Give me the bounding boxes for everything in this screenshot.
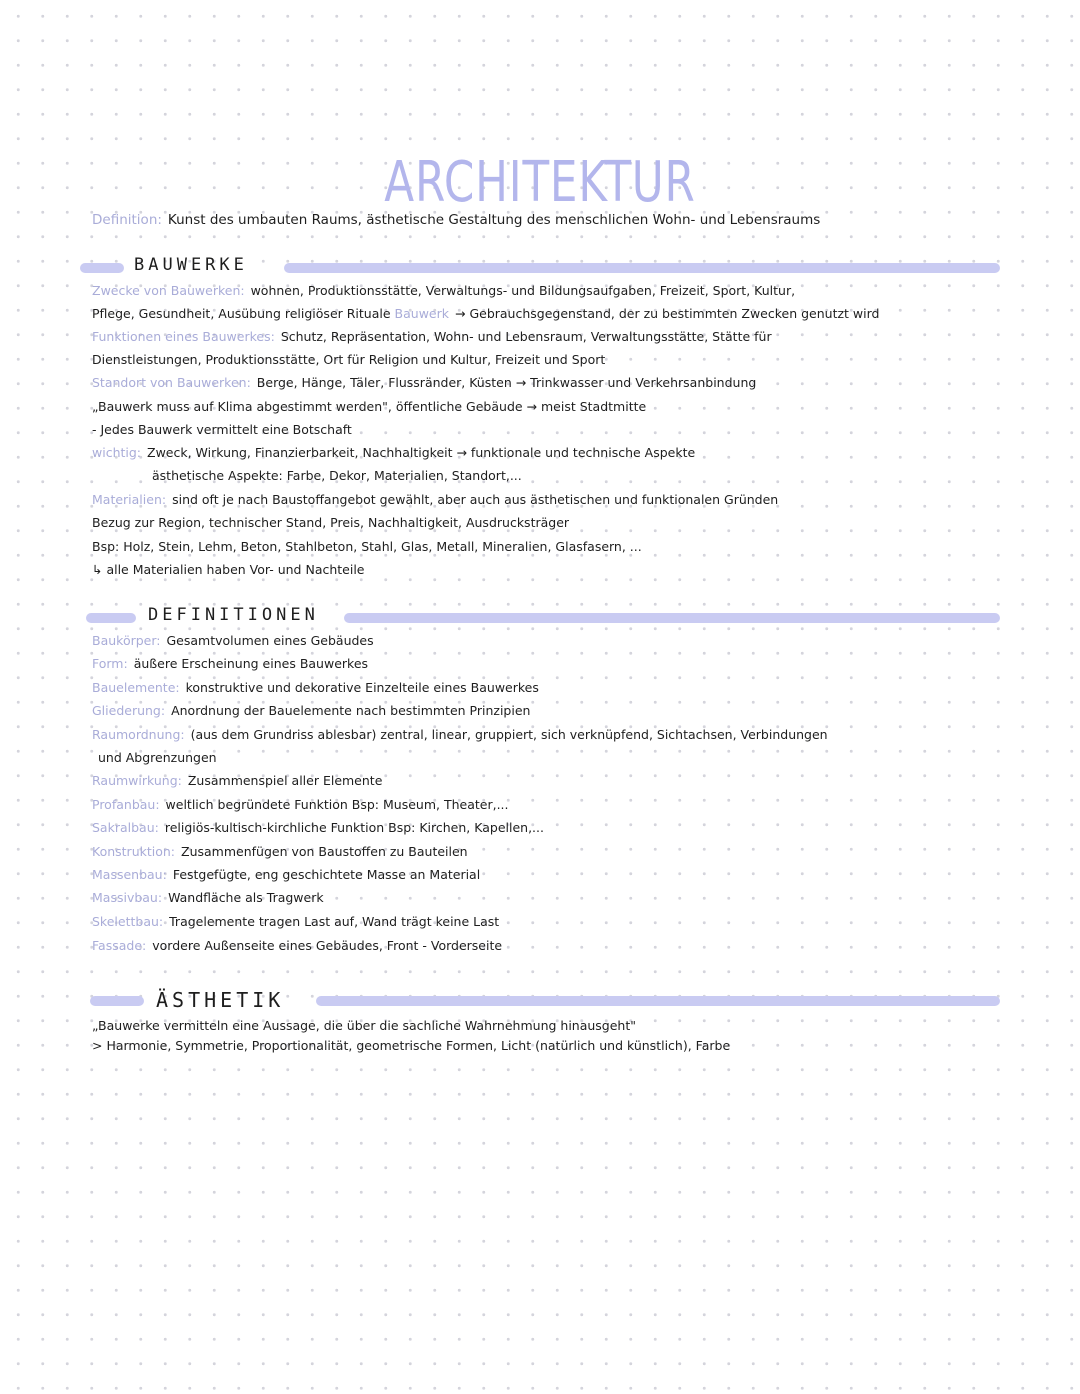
section-header-definitionen <box>80 607 1000 629</box>
line-text: > Harmonie, Symmetrie, Proportionalität, geometrische Formen, Licht (natürlich und künstlich), Farbe <box>92 1038 731 1053</box>
line-key: Standort von Bauwerken: <box>92 375 251 390</box>
line-text: Berge, Hänge, Täler, Flussränder, Küsten → Trinkwasser und Verkehrsanbindung <box>256 375 757 390</box>
definition-item <box>92 794 1020 816</box>
section-bar-left <box>90 996 144 1006</box>
definition-item <box>92 724 1020 746</box>
item-key: Raumordnung: <box>92 727 185 742</box>
bauwerke-line <box>92 559 1020 581</box>
section-bar-right <box>316 996 1000 1006</box>
definition-item <box>92 700 1020 722</box>
item-text: Festgefügte, eng geschichtete Masse an Material <box>172 867 481 882</box>
bauwerke-line <box>92 512 1020 534</box>
bauwerke-line <box>92 349 1020 371</box>
item-text: äußere Erscheinung eines Bauwerkes <box>133 656 369 671</box>
definition-line <box>92 209 1020 231</box>
item-key: Skelettbau: <box>92 914 164 929</box>
item-text: vordere Außenseite eines Gebäudes, Front - Vorderseite <box>152 938 503 953</box>
definition-item <box>92 887 1020 909</box>
definition-item <box>92 677 1020 699</box>
line-text: Pflege, Gesundheit, Ausübung religiöser Rituale <box>92 306 391 321</box>
definition-item <box>92 864 1020 886</box>
item-text: religiös-kultisch-kirchliche Funktion Bsp: Kirchen, Kapellen,... <box>164 820 544 835</box>
definition-item <box>92 817 1020 839</box>
aesthetik-line <box>92 1035 1020 1057</box>
item-text: Tragelemente tragen Last auf, Wand trägt keine Last <box>169 914 500 929</box>
item-key: Profanbau: <box>92 797 160 812</box>
section-bar-left <box>80 263 124 273</box>
bauwerke-line <box>92 396 1020 418</box>
definition-item <box>92 911 1020 933</box>
page-title: ARCHITEKTUR <box>384 150 696 215</box>
line-text: „Bauwerk muss auf Klima abgestimmt werden", öffentliche Gebäude → meist Stadtmitte <box>92 399 647 414</box>
section-header-aesthetik <box>80 990 1000 1012</box>
item-text: und Abgrenzungen <box>98 750 217 765</box>
item-key: Konstruktion: <box>92 844 176 859</box>
item-text: Zusammenfügen von Baustoffen zu Bauteilen <box>181 844 468 859</box>
line-text: Dienstleistungen, Produktionsstätte, Ort für Religion und Kultur, Freizeit und Sport <box>92 352 606 367</box>
item-text: Anordnung der Bauelemente nach bestimmten Prinzipien <box>171 703 531 718</box>
definition-text: Kunst des umbauten Raums, ästhetische Gestaltung des menschlichen Wohn- und Lebensraums <box>167 212 821 228</box>
bauwerke-line <box>92 442 1020 464</box>
item-text: konstruktive und dekorative Einzelteile eines Bauwerkes <box>185 680 539 695</box>
line-key: Materialien: <box>92 492 167 507</box>
line-text: Bsp: Holz, Stein, Lehm, Beton, Stahlbeton, Stahl, Glas, Metall, Mineralien, Glasfasern, ... <box>92 539 642 554</box>
bauwerke-line <box>92 326 1020 348</box>
line-text: wohnen, Produktionsstätte, Verwaltungs- und Bildungsaufgaben, Freizeit, Sport, Kultur, <box>250 283 796 298</box>
definition-item <box>92 770 1020 792</box>
line-key: Zwecke von Bauwerken: <box>92 283 245 298</box>
definition-key: Definition: <box>92 212 162 228</box>
line-text: → Gebrauchsgegenstand, der zu bestimmten Zwecken genutzt wird <box>455 306 880 321</box>
aesthetik-line <box>92 1015 1020 1037</box>
bauwerke-line <box>92 419 1020 441</box>
section-header-bauwerke <box>80 257 1000 279</box>
bauwerke-line <box>92 303 1020 325</box>
item-text: Gesamtvolumen eines Gebäudes <box>166 633 374 648</box>
item-key: Gliederung: <box>92 703 166 718</box>
bauwerke-line <box>92 536 1020 558</box>
definition-item <box>92 747 1020 769</box>
bauwerke-line <box>92 489 1020 511</box>
section-title: DEFINITIONEN <box>148 605 319 625</box>
section-title: ÄSTHETIK <box>156 988 285 1012</box>
definition-item <box>92 935 1020 957</box>
definition-item <box>92 841 1020 863</box>
bauwerke-line <box>92 280 1020 302</box>
definition-item <box>92 630 1020 652</box>
bauwerke-line <box>92 465 1020 487</box>
definition-item <box>92 653 1020 675</box>
line-key: wichtig: <box>92 445 142 460</box>
line-key: Funktionen eines Bauwerkes: <box>92 329 275 344</box>
item-key: Massivbau: <box>92 890 163 905</box>
item-key: Sakralbau: <box>92 820 159 835</box>
item-key: Massenbau: <box>92 867 167 882</box>
section-title: BAUWERKE <box>134 255 248 275</box>
item-key: Bauelemente: <box>92 680 180 695</box>
line-text: Bezug zur Region, technischer Stand, Preis, Nachhaltigkeit, Ausdrucksträger <box>92 515 570 530</box>
line-key: Bauwerk <box>394 306 449 321</box>
item-text: weltlich begründete Funktion Bsp: Museum, Theater,... <box>165 797 509 812</box>
section-bar-right <box>344 613 1000 623</box>
line-text: ↳ alle Materialien haben Vor- und Nachteile <box>92 562 365 577</box>
section-bar-left <box>86 613 136 623</box>
item-key: Form: <box>92 656 128 671</box>
line-text: Zweck, Wirkung, Finanzierbarkeit, Nachhaltigkeit → funktionale und technische Aspekte <box>147 445 696 460</box>
line-text: - Jedes Bauwerk vermittelt eine Botschaft <box>92 422 352 437</box>
section-bar-right <box>284 263 1000 273</box>
line-text: ästhetische Aspekte: Farbe, Dekor, Materialien, Standort,... <box>152 468 522 483</box>
item-key: Raumwirkung: <box>92 773 182 788</box>
line-text: sind oft je nach Baustoffangebot gewählt, aber auch aus ästhetischen und funktionalen Gründen <box>172 492 779 507</box>
line-text: „Bauwerke vermitteln eine Aussage, die über die sachliche Wahrnehmung hinausgeht" <box>92 1018 637 1033</box>
item-key: Fassade: <box>92 938 147 953</box>
bauwerke-line <box>92 372 1020 394</box>
item-text: (aus dem Grundriss ablesbar) zentral, linear, gruppiert, sich verknüpfend, Sichtachsen, Verbindungen <box>190 727 828 742</box>
item-text: Wandfläche als Tragwerk <box>168 890 324 905</box>
line-text: Schutz, Repräsentation, Wohn- und Lebensraum, Verwaltungsstätte, Stätte für <box>280 329 772 344</box>
item-text: Zusammenspiel aller Elemente <box>187 773 383 788</box>
item-key: Baukörper: <box>92 633 161 648</box>
